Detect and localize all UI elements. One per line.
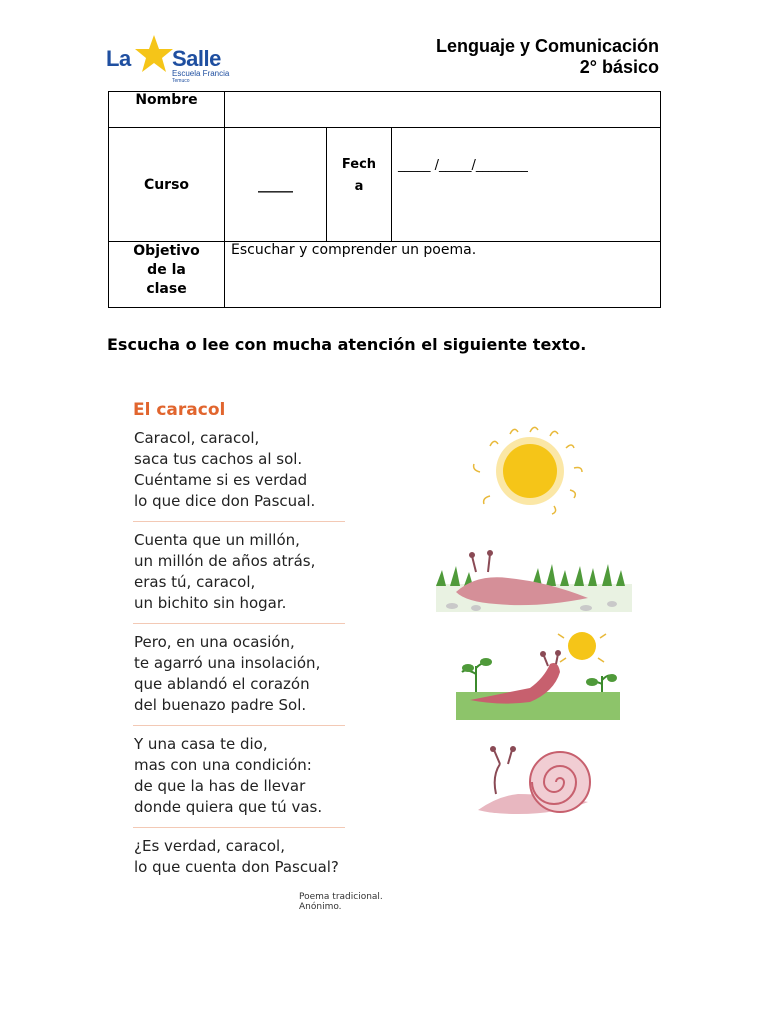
poem-stanza-3: Pero, en una ocasión, te agarró una insolación, que ablandó el corazón del buenazo padre Sol.: [134, 633, 321, 714]
name-label: Nombre: [109, 92, 225, 128]
poem-title: El caracol: [133, 400, 226, 420]
course-label: Curso: [109, 128, 225, 242]
objective-text: Escuchar y comprender un poema.: [225, 242, 661, 308]
school-logo: [104, 34, 234, 84]
stanza-divider: [133, 827, 345, 828]
star-icon: [134, 34, 174, 74]
grade-title: 2° básico: [579, 57, 659, 77]
document-header: [436, 36, 659, 78]
poem-stanza-2: Cuenta que un millón, un millón de años atrás, eras tú, caracol, un bichito sin hogar.: [134, 531, 316, 612]
logo-city: Temuco: [172, 78, 190, 84]
sun-illustration: [470, 426, 590, 516]
logo-subtitle: Escuela Francia: [172, 69, 230, 78]
instructions: Escucha o lee con mucha atención el siguiente texto.: [107, 335, 587, 354]
poem-stanza-5: ¿Es verdad, caracol, lo que cuenta don Pascual?: [134, 837, 339, 876]
poem-stanza-4: Y una casa te dio, mas con una condición: de que la has de llevar donde quiera que tú vas.: [134, 735, 323, 816]
course-field[interactable]: _____: [225, 128, 327, 242]
snail-sun-illustration: [456, 628, 620, 720]
stanza-divider: [133, 623, 345, 624]
poem-credit: Poema tradicional. Anónimo.: [299, 892, 383, 912]
logo-word-la: La: [106, 46, 131, 71]
snail-shell-illustration: [472, 742, 612, 818]
name-field[interactable]: [225, 92, 661, 128]
objective-label: Objetivo de la clase: [109, 242, 225, 308]
student-info-table: [108, 91, 661, 308]
date-label: Fech a: [327, 128, 392, 242]
subject-title: Lenguaje y Comunicación: [435, 36, 659, 56]
date-field[interactable]: _____ /_____/________: [392, 128, 661, 242]
snail-grass-illustration: [436, 546, 632, 616]
stanza-divider: [133, 725, 345, 726]
stanza-divider: [133, 521, 345, 522]
poem-stanza-1: Caracol, caracol, saca tus cachos al sol. Cuéntame si es verdad lo que dice don Pascual.: [134, 429, 316, 510]
logo-word-salle: Salle: [172, 46, 221, 71]
